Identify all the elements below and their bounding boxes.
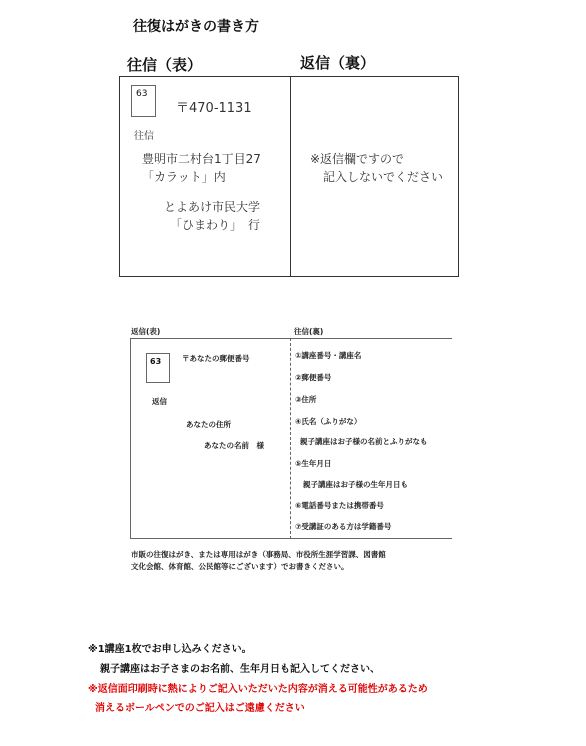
address-line2: 「カラット」内 (142, 170, 226, 184)
card-type-label: 往信 (134, 131, 154, 142)
outgoing-card (119, 76, 459, 277)
list-item: ⑤生年月日 (295, 459, 332, 468)
top-line (130, 338, 452, 339)
page-title: 往復はがきの書き方 (133, 19, 259, 35)
your-address: あなたの住所 (186, 420, 231, 429)
list-item: ④氏名（ふりがな） (295, 417, 362, 426)
reply-card (130, 338, 452, 539)
reply-note-line2: 記入しないでください (323, 170, 444, 184)
bottom-line (130, 538, 452, 539)
list-item: ⑦受講証のある方は学籍番号 (295, 522, 392, 531)
footnote-line2: 文化会館、体育館、公民館等にございます）でお書きください。 (131, 562, 349, 571)
postal-code: 〒470-1131 (176, 101, 252, 116)
recipient-line2: 「ひまわり」 行 (170, 218, 261, 232)
note-line2: 親子講座はお子さまのお名前、生年月日も記入してください、 (100, 664, 380, 675)
reply-back-label: 往信(裏) (294, 327, 324, 336)
note-line1: ※1講座1枚でお申し込みください。 (88, 644, 252, 655)
list-item: 親子講座はお子様の生年月日も (303, 480, 408, 489)
warning-line1: ※返信面印刷時に熱によりご記入いただいた内容が消える可能性があるため (88, 684, 428, 695)
reply-note-line1: ※返信欄ですので (310, 152, 405, 166)
reply-front-label: 返信(表) (131, 327, 161, 336)
list-item: ③住所 (295, 395, 317, 404)
stamp-value: 63 (136, 89, 148, 99)
stamp-value: 63 (150, 357, 162, 366)
stamp-box (131, 85, 156, 117)
list-item: ⑥電話番号または携帯番号 (295, 501, 384, 510)
stamp-box (146, 353, 170, 383)
warning-line2: 消えるボールペンでのご記入はご遠慮ください (95, 703, 305, 714)
list-item: ①講座番号・講座名 (295, 351, 362, 360)
card-type-label: 返信 (152, 397, 167, 406)
dashed-divider (290, 338, 291, 539)
your-name: あなたの名前 様 (204, 441, 264, 450)
address-line1: 豊明市二村台1丁目27 (142, 152, 261, 166)
left-line (130, 338, 131, 539)
footnote-line1: 市販の往復はがき、または専用はがき（事務局、市役所生涯学習課、図書館 (131, 550, 386, 559)
outgoing-front-label: 往信（表） (127, 56, 203, 74)
postal-code-line: 〒あなたの郵便番号 (182, 354, 250, 363)
outgoing-back-label: 返信（裏） (300, 54, 376, 72)
recipient-line1: とよあけ市民大学 (164, 200, 261, 214)
list-item: 親子講座はお子様の名前とふりがなも (300, 437, 428, 446)
list-item: ②郵便番号 (295, 373, 332, 382)
card-divider (290, 77, 291, 276)
